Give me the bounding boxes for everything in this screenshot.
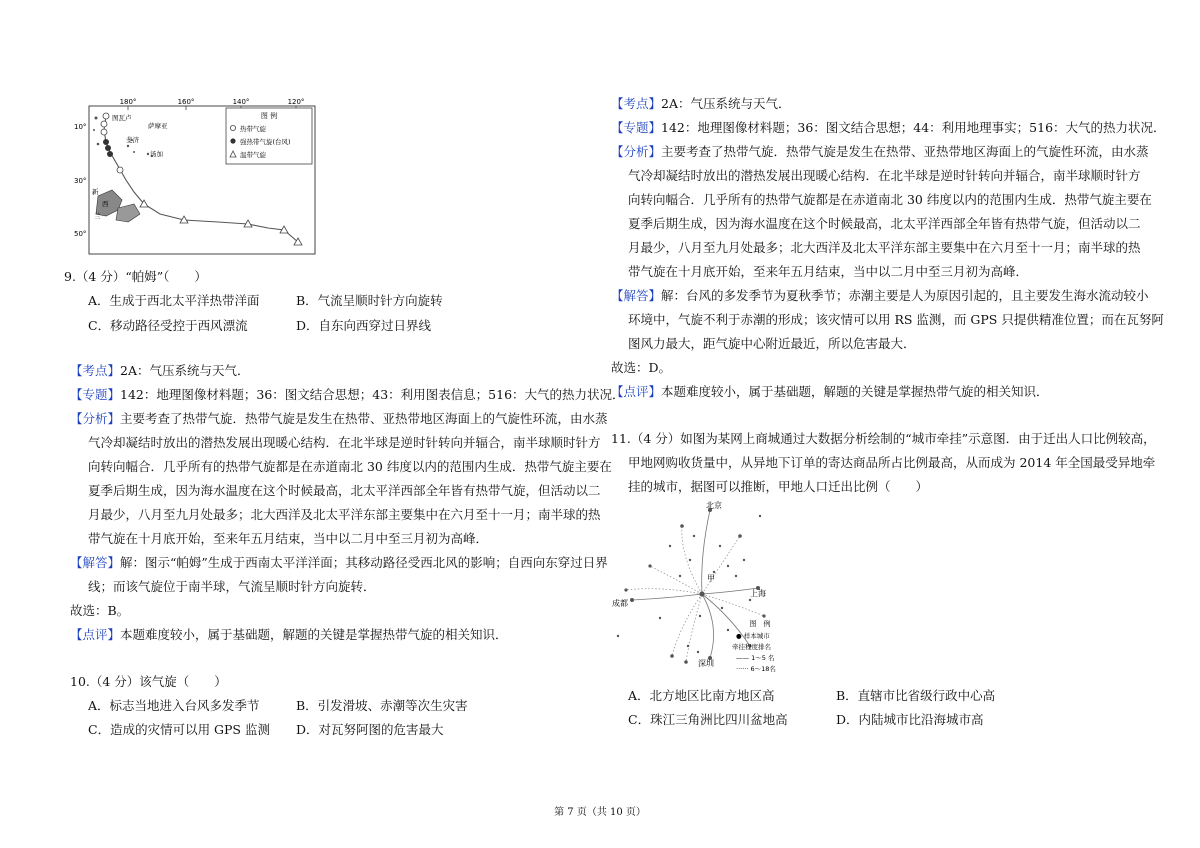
a9-zhuanti: 【专题】142：地理图像材料题；36：图文结合思想；43：利用图表信息；516：大气的热力状况．: [70, 387, 625, 402]
a9-fenxi-6: 带气旋在十月底开始，至来年五月结束，当中以二月中至三月初为高峰．: [88, 531, 489, 546]
city-beijing: 北京: [706, 501, 722, 510]
a9-kaodian: 【考点】2A：气压系统与天气．: [70, 363, 250, 378]
lon-label-160: 160°: [177, 98, 195, 106]
q9-option-a[interactable]: A．生成于西北太平洋热带洋面: [88, 293, 260, 308]
a9-fenxi-3: 向转向幅合．几乎所有的热带气旋都是在赤道南北 30 纬度以内的范围内生成．热带气旋主要在: [88, 459, 612, 474]
place-fiji: 斐济: [126, 136, 139, 144]
a10-zhuanti: 【专题】142：地理图像材料题；36：图文结合思想；44：利用地理事实；516：大气的热力状况．: [611, 120, 1166, 135]
a10-fenxi-3: 向转向幅合．几乎所有的热带气旋都是在赤道南北 30 纬度以内的范围内生成．热带气旋主要在: [628, 192, 1152, 207]
map2-legend-item-2: 牵挂程度排名: [732, 643, 771, 651]
q10-option-a[interactable]: A．标志当地进入台风多发季节: [88, 698, 260, 713]
place-tonga: 汤加: [150, 150, 163, 158]
city-connection-map: [610, 496, 820, 676]
q11-option-c[interactable]: C．珠江三角洲比四川盆地高: [628, 712, 788, 727]
city-jia: 甲: [707, 574, 715, 583]
a10-fenxi-1: 【分析】主要考查了热带气旋．热带气旋是发生在热带、亚热带地区海面上的气旋性环流，由水蒸: [611, 144, 1149, 159]
a9-choice: 故选：B。: [70, 603, 130, 618]
a9-fenxi-5: 月最少，八月至九月处最多；北大西洋及北太平洋东部主要集中在六月至十一月；南半球的热: [88, 507, 601, 522]
a10-dianping: 【点评】本题难度较小，属于基础题，解题的关键是掌握热带气旋的相关知识．: [611, 384, 1049, 399]
lat-label-50: 50°: [74, 230, 87, 238]
map2-legend-title: 图 例: [749, 620, 771, 628]
lon-label-180: 180°: [119, 98, 137, 106]
legend-item-temperate: 温带气旋: [240, 151, 266, 159]
q9-option-c[interactable]: C．移动路径受控于西风漂流: [88, 318, 248, 333]
a10-fenxi-4: 夏季后期生成，因为海水温度在这个时候最高，北太平洋西部全年皆有热带气旋，但活动以二: [628, 216, 1141, 231]
a10-fenxi-2: 气冷却凝结时放出的潜热发展出现暖心结构．在北半球是逆时针转向并辐合，南半球顺时针方: [628, 168, 1141, 183]
lat-label-30: 30°: [74, 177, 87, 185]
place-nz-1: 新: [92, 188, 99, 196]
a9-dianping: 【点评】本题难度较小，属于基础题，解题的关键是掌握热带气旋的相关知识．: [70, 627, 508, 642]
a10-choice: 故选：D。: [611, 360, 672, 375]
page-footer: 第 7 页（共 10 页）: [554, 807, 646, 818]
q9-stem: 9.（4 分）“帕姆”（ ）: [64, 269, 207, 284]
place-tuvalu: 图瓦卢: [112, 114, 132, 122]
a9-fenxi-4: 夏季后期生成，因为海水温度在这个时候最高，北太平洋西部全年皆有热带气旋，但活动以二: [88, 483, 601, 498]
q11-stem-2: 甲地网购收货量中，从异地下订单的寄达商品所占比例最高，从而成为 2014 年全国最受异地牵: [628, 455, 1156, 470]
place-nz-3: 兰: [94, 212, 101, 220]
a9-fenxi-2: 气冷却凝结时放出的潜热发展出现暖心结构．在北半球是逆时针转向并辐合，南半球顺时针方: [88, 435, 601, 450]
q11-option-b[interactable]: B．直辖市比省级行政中心高: [836, 688, 996, 703]
lat-label-10: 10°: [74, 123, 87, 131]
a10-jieda-1: 【解答】解：台风的多发季节为夏秋季节；赤潮主要是人为原因引起的，且主要发生海水流动较小: [611, 288, 1149, 303]
map2-legend-item-3: —— 1～5 名: [736, 654, 775, 662]
a10-jieda-2: 环境中，气旋不利于赤潮的形成；该灾情可以用 RS 监测，而 GPS 只提供精准位置；而在瓦努阿: [628, 312, 1164, 327]
a9-fenxi-1: 【分析】主要考查了热带气旋．热带气旋是发生在热带、亚热带地区海面上的气旋性环流，由水蒸: [70, 411, 608, 426]
place-nz-2: 西: [102, 200, 109, 208]
city-shanghai: 上海: [750, 589, 766, 598]
map2-legend-item-1: ● 样本城市: [736, 632, 770, 640]
lon-label-140: 140°: [232, 98, 250, 106]
a9-jieda-1: 【解答】解：图示“帕姆”生成于西南太平洋洋面；其移动路径受西北风的影响；自西向东穿过日界: [70, 555, 608, 570]
q10-option-d[interactable]: D．对瓦努阿图的危害最大: [296, 722, 444, 737]
q11-stem-1: 11.（4 分）如图为某网上商城通过大数据分析绘制的“城市牵挂”示意图．由于迁出人口比例较高，: [611, 431, 1156, 446]
q11-stem-3: 挂的城市，据图可以推断，甲地人口迁出比例（ ）: [628, 479, 929, 494]
lon-label-120: 120°: [287, 98, 305, 106]
place-samoa: 萨摩亚: [148, 122, 168, 130]
a9-jieda-2: 线；而该气旋位于南半球，气流呈顺时针方向旋转．: [88, 579, 376, 594]
q11-option-d[interactable]: D．内陆城市比沿海城市高: [836, 712, 984, 727]
q11-option-a[interactable]: A．北方地区比南方地区高: [628, 688, 775, 703]
city-chengdu: 成都: [612, 599, 628, 608]
q9-option-d[interactable]: D．自东向西穿过日界线: [296, 318, 432, 333]
q10-stem: 10.（4 分）该气旋（ ）: [70, 674, 227, 689]
q10-option-b[interactable]: B．引发滑坡、赤潮等次生灾害: [296, 698, 468, 713]
a10-kaodian: 【考点】2A：气压系统与天气．: [611, 96, 791, 111]
legend-item-tropical: 热带气旋: [240, 125, 266, 133]
legend-item-typhoon: 强热带气旋(台风): [240, 138, 291, 146]
q9-option-b[interactable]: B．气流呈顺时针方向旋转: [296, 293, 443, 308]
legend-title: 图 例: [260, 112, 278, 120]
a10-jieda-3: 图风力最大，距气旋中心附近最近，所以危害最大．: [628, 336, 916, 351]
map2-legend-item-4: ······ 6～18名: [736, 665, 776, 673]
a10-fenxi-5: 月最少，八月至九月处最多；北大西洋及北太平洋东部主要集中在六月至十一月；南半球的热: [628, 240, 1141, 255]
city-shenzhen: 深圳: [698, 659, 714, 668]
a10-fenxi-6: 带气旋在十月底开始，至来年五月结束，当中以二月中至三月初为高峰．: [628, 264, 1029, 279]
cyclone-track-map: [74, 96, 318, 256]
q10-option-c[interactable]: C．造成的灾情可以用 GPS 监测: [88, 722, 270, 737]
